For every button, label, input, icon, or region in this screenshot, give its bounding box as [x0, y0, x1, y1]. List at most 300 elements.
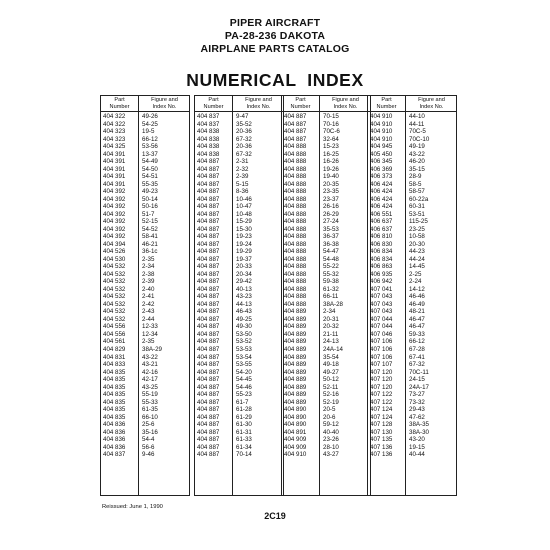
table-row — [195, 211, 283, 219]
table-row — [368, 293, 456, 301]
figure-index: 70-15 — [323, 113, 339, 120]
table-row — [195, 399, 283, 407]
part-number: 404 910 — [370, 135, 393, 143]
figure-index: 43-23 — [236, 293, 252, 301]
part-number: 404 887 — [197, 391, 220, 399]
part-number: 404 887 — [197, 323, 220, 331]
figure-index: 44-13 — [236, 300, 252, 308]
reissue-date: Reissued: June 1, 1990 — [102, 504, 163, 510]
figure-index: 44-11 — [409, 120, 425, 128]
table-row — [368, 128, 456, 136]
figure-index: 2-35 — [142, 255, 155, 263]
table-row — [368, 376, 456, 384]
figure-index: 53-54 — [236, 353, 252, 361]
part-number: 404 887 — [284, 120, 307, 128]
table-row — [368, 391, 456, 399]
part-number: 404 887 — [197, 173, 220, 181]
table-row — [282, 143, 370, 151]
table-row — [101, 226, 189, 234]
part-number: 404 887 — [197, 383, 220, 391]
part-number: 404 889 — [284, 391, 307, 399]
figure-index: 46-21 — [142, 240, 158, 248]
figure-index: 19-37 — [236, 255, 252, 263]
figure-index: 58-5 — [409, 180, 422, 188]
part-number: 407 120 — [370, 376, 393, 384]
part-number: 404 887 — [197, 398, 220, 406]
table-row — [101, 376, 189, 384]
figure-index: 67-41 — [409, 353, 425, 361]
table-row — [101, 278, 189, 286]
part-number: 404 887 — [197, 233, 220, 241]
table-row — [282, 278, 370, 286]
part-number: 404 887 — [197, 285, 220, 293]
table-row — [101, 158, 189, 166]
part-number: 407 120 — [370, 383, 393, 391]
table-row — [195, 256, 283, 264]
figure-index: 2-34 — [142, 263, 155, 271]
part-number: 404 532 — [103, 315, 126, 323]
table-row — [101, 444, 189, 452]
figure-index: 32-64 — [323, 135, 339, 143]
part-number: 406 369 — [370, 165, 393, 173]
figure-index: 67-32 — [236, 150, 252, 158]
table-row — [101, 346, 189, 354]
figure-index: 20-34 — [236, 270, 252, 278]
figure-index: 20-31 — [323, 315, 339, 323]
table-row — [101, 233, 189, 241]
part-number: 404 532 — [103, 308, 126, 316]
figure-index: 2-34 — [323, 308, 336, 316]
table-row — [195, 369, 283, 377]
part-number: 407 135 — [370, 436, 393, 444]
figure-index: 20-36 — [236, 128, 252, 136]
table-row — [101, 263, 189, 271]
figure-index: 8-36 — [236, 188, 249, 196]
figure-index: 55-35 — [142, 180, 158, 188]
table-row — [195, 346, 283, 354]
table-row — [195, 233, 283, 241]
figure-index: 70C-5 — [409, 128, 426, 136]
figure-index: 61-29 — [236, 413, 252, 421]
table-row — [368, 181, 456, 189]
table-row — [282, 354, 370, 362]
table-row — [282, 218, 370, 226]
figure-index: 44-24 — [409, 255, 425, 263]
part-number: 404 888 — [284, 173, 307, 181]
table-row — [282, 406, 370, 414]
figure-index: 53-53 — [236, 345, 252, 353]
figure-index: 58-57 — [409, 188, 425, 196]
figure-index: 2-43 — [142, 308, 155, 316]
figure-index: 52-19 — [323, 398, 339, 406]
figure-index: 36-37 — [323, 233, 339, 241]
table-row — [101, 151, 189, 159]
part-number: 404 323 — [103, 128, 126, 136]
figure-index: 52-15 — [142, 218, 158, 226]
part-number: 407 041 — [370, 285, 393, 293]
part-number: 404 887 — [197, 338, 220, 346]
table-row — [101, 143, 189, 151]
part-number: 404 887 — [197, 270, 220, 278]
table-row — [101, 166, 189, 174]
figure-index: 28-10 — [323, 443, 339, 451]
table-row — [195, 338, 283, 346]
table-row — [101, 399, 189, 407]
table-row — [101, 286, 189, 294]
table-row — [195, 286, 283, 294]
table-row — [368, 241, 456, 249]
part-number: 404 556 — [103, 323, 126, 331]
part-number: 404 887 — [197, 225, 220, 233]
table-row — [368, 218, 456, 226]
part-number: 404 887 — [197, 255, 220, 263]
figure-index: 50-12 — [323, 376, 339, 384]
part-number: 404 889 — [284, 353, 307, 361]
part-number: 404 910 — [284, 451, 307, 459]
figure-index: 2-42 — [142, 300, 155, 308]
table-row — [368, 256, 456, 264]
part-number: 404 837 — [197, 120, 220, 128]
figure-index: 16-26 — [323, 158, 339, 166]
table-row — [368, 361, 456, 369]
figure-index: 19-5 — [142, 128, 155, 136]
table-row — [101, 436, 189, 444]
figure-index: 10-58 — [409, 233, 425, 241]
figure-index: 53-56 — [142, 143, 158, 151]
table-row — [368, 331, 456, 339]
part-number: 406 424 — [370, 188, 393, 196]
table-row — [368, 369, 456, 377]
figure-index: 56-6 — [142, 443, 155, 451]
part-number: 404 889 — [284, 345, 307, 353]
figure-index: 2-44 — [142, 315, 155, 323]
table-row — [195, 173, 283, 181]
part-number: 404 833 — [103, 361, 126, 369]
table-row — [101, 211, 189, 219]
figure-index: 38A-29 — [142, 345, 162, 353]
table-row — [368, 173, 456, 181]
header-text: Number — [376, 103, 397, 110]
part-number: 407 043 — [370, 308, 393, 316]
table-row — [195, 391, 283, 399]
table-row — [195, 143, 283, 151]
figure-index: 20-32 — [323, 323, 339, 331]
table-row — [368, 421, 456, 429]
figure-index: 40-40 — [323, 428, 339, 436]
header-text: Figure and — [151, 96, 178, 103]
table-row — [282, 151, 370, 159]
part-number: 406 345 — [370, 158, 393, 166]
part-number: 404 532 — [103, 270, 126, 278]
table-row — [195, 278, 283, 286]
table-row — [101, 218, 189, 226]
figure-index: 50-14 — [142, 195, 158, 203]
table-row — [368, 301, 456, 309]
figure-index-header — [233, 96, 284, 111]
table-row — [282, 323, 370, 331]
figure-index: 66-11 — [323, 293, 339, 301]
table-row — [195, 421, 283, 429]
table-row — [368, 143, 456, 151]
figure-index: 44-10 — [409, 113, 425, 120]
figure-index: 13-37 — [142, 150, 158, 158]
part-number: 404 888 — [284, 203, 307, 211]
figure-index: 52-11 — [323, 383, 339, 391]
figure-index: 2-31 — [236, 158, 249, 166]
part-number: 407 107 — [370, 361, 393, 369]
part-number: 404 889 — [284, 330, 307, 338]
table-row — [282, 226, 370, 234]
figure-index: 29-42 — [236, 278, 252, 286]
catalog-header-model: PA-28-236 DAKOTA — [224, 30, 326, 42]
part-number: 405 450 — [370, 150, 393, 158]
part-number: 406 551 — [370, 210, 393, 218]
figure-index: 61-7 — [236, 398, 249, 406]
part-number: 407 106 — [370, 353, 393, 361]
row-list — [282, 113, 370, 459]
figure-index: 73-27 — [409, 391, 425, 399]
part-number: 404 325 — [103, 143, 126, 151]
figure-index: 58-41 — [142, 233, 158, 241]
part-number: 404 887 — [197, 353, 220, 361]
part-number: 404 831 — [103, 353, 126, 361]
part-number: 404 888 — [284, 263, 307, 271]
figure-index: 2-38 — [142, 270, 155, 278]
part-number: 407 124 — [370, 406, 393, 414]
table-row — [101, 316, 189, 324]
table-row — [368, 151, 456, 159]
part-number: 404 887 — [197, 443, 220, 451]
header-text: Index No. — [333, 103, 358, 110]
figure-index: 49-19 — [409, 143, 425, 151]
table-row — [101, 113, 189, 121]
part-number: 404 888 — [284, 285, 307, 293]
figure-index: 61-28 — [236, 406, 252, 414]
table-row — [195, 128, 283, 136]
figure-index: 43-22 — [142, 353, 158, 361]
figure-index: 9-46 — [142, 451, 155, 459]
header-text: Index No. — [419, 103, 444, 110]
table-row — [195, 361, 283, 369]
part-number: 406 637 — [370, 225, 393, 233]
part-number: 404 889 — [284, 323, 307, 331]
table-row — [368, 121, 456, 129]
figure-index: 29-43 — [409, 406, 425, 414]
catalog-header-company: PIPER AIRCRAFT — [229, 17, 321, 29]
figure-index: 35-54 — [323, 353, 339, 361]
table-row — [282, 399, 370, 407]
part-number: 404 887 — [197, 203, 220, 211]
part-number: 404 888 — [284, 158, 307, 166]
figure-index: 61-30 — [236, 421, 252, 429]
part-number: 404 887 — [197, 421, 220, 429]
figure-index: 46-49 — [409, 300, 425, 308]
table-row — [101, 338, 189, 346]
table-row — [101, 331, 189, 339]
part-number: 406 424 — [370, 180, 393, 188]
part-number: 404 835 — [103, 391, 126, 399]
part-number: 407 106 — [370, 338, 393, 346]
figure-index: 73-32 — [409, 398, 425, 406]
figure-index: 44-23 — [409, 248, 425, 256]
figure-index: 2-40 — [142, 285, 155, 293]
figure-index: 35-15 — [409, 165, 425, 173]
table-row — [195, 181, 283, 189]
figure-index: 60-22a — [409, 195, 429, 203]
row-list — [101, 113, 189, 459]
table-row — [368, 136, 456, 144]
table-row — [368, 158, 456, 166]
figure-index: 2-32 — [236, 165, 249, 173]
part-number-header — [195, 96, 233, 111]
header-text: Figure and — [418, 96, 445, 103]
table-row — [282, 271, 370, 279]
part-number: 404 838 — [197, 143, 220, 151]
part-number: 404 392 — [103, 210, 126, 218]
part-number: 404 838 — [197, 150, 220, 158]
figure-index: 54-52 — [142, 225, 158, 233]
part-number: 404 888 — [284, 225, 307, 233]
part-number: 406 942 — [370, 278, 393, 286]
part-number: 404 887 — [197, 315, 220, 323]
figure-index: 5-15 — [236, 180, 249, 188]
table-row — [101, 203, 189, 211]
page-number: 2C19 — [264, 511, 286, 521]
part-number: 404 392 — [103, 225, 126, 233]
figure-index: 12-34 — [142, 330, 158, 338]
header-text: Index No. — [152, 103, 177, 110]
table-row — [368, 346, 456, 354]
figure-index: 61-34 — [236, 443, 252, 451]
part-number: 404 392 — [103, 203, 126, 211]
table-row — [368, 451, 456, 459]
part-number: 404 532 — [103, 278, 126, 286]
part-number: 404 888 — [284, 195, 307, 203]
part-number: 404 561 — [103, 338, 126, 346]
catalog-header-title: AIRPLANE PARTS CATALOG — [200, 43, 350, 55]
figure-index: 24A-17 — [409, 383, 429, 391]
figure-index: 43-21 — [142, 361, 158, 369]
part-number: 404 888 — [284, 270, 307, 278]
part-number: 404 556 — [103, 330, 126, 338]
table-row — [282, 241, 370, 249]
index-column-4 — [367, 95, 457, 496]
part-number: 404 888 — [284, 180, 307, 188]
figure-index-header — [320, 96, 371, 111]
table-row — [101, 369, 189, 377]
part-number: 404 836 — [103, 421, 126, 429]
table-row — [195, 121, 283, 129]
table-row — [101, 196, 189, 204]
figure-index: 36-1c — [142, 248, 158, 256]
table-row — [282, 429, 370, 437]
figure-index: 16-25 — [323, 150, 339, 158]
figure-index: 24-15 — [409, 376, 425, 384]
figure-index: 54-46 — [236, 383, 252, 391]
part-number-header — [101, 96, 139, 111]
figure-index: 48-21 — [409, 308, 425, 316]
table-row — [368, 354, 456, 362]
figure-index: 10-47 — [236, 203, 252, 211]
table-row — [195, 316, 283, 324]
part-number: 407 122 — [370, 391, 393, 399]
table-row — [368, 406, 456, 414]
table-row — [368, 226, 456, 234]
figure-index: 115-25 — [409, 218, 428, 226]
part-number: 404 532 — [103, 263, 126, 271]
part-number: 404 887 — [284, 128, 307, 136]
table-row — [368, 233, 456, 241]
table-row — [368, 414, 456, 422]
part-number: 404 323 — [103, 135, 126, 143]
table-row — [101, 271, 189, 279]
part-number: 404 891 — [284, 428, 307, 436]
figure-index: 20-6 — [323, 413, 336, 421]
table-row — [282, 376, 370, 384]
part-number: 404 909 — [284, 443, 307, 451]
figure-index: 61-31 — [236, 428, 252, 436]
figure-index: 67-32 — [236, 135, 252, 143]
table-row — [101, 451, 189, 459]
part-number: 404 392 — [103, 233, 126, 241]
part-number: 404 887 — [197, 308, 220, 316]
table-row — [195, 376, 283, 384]
figure-index: 24A-14 — [323, 345, 343, 353]
table-row — [101, 354, 189, 362]
table-row — [195, 436, 283, 444]
figure-index: 19-15 — [409, 443, 425, 451]
figure-index: 12-33 — [142, 323, 158, 331]
part-number: 404 887 — [197, 188, 220, 196]
table-row — [101, 173, 189, 181]
table-row — [282, 301, 370, 309]
figure-index: 53-50 — [236, 330, 252, 338]
table-row — [368, 271, 456, 279]
part-number: 406 935 — [370, 270, 393, 278]
figure-index: 66-10 — [142, 413, 158, 421]
table-row — [282, 113, 370, 121]
table-row — [195, 406, 283, 414]
part-number: 404 887 — [197, 413, 220, 421]
table-row — [195, 263, 283, 271]
part-number: 404 887 — [197, 428, 220, 436]
part-number: 404 887 — [197, 158, 220, 166]
figure-index: 67-28 — [409, 345, 425, 353]
table-row — [282, 384, 370, 392]
table-row — [368, 384, 456, 392]
part-number: 404 889 — [284, 315, 307, 323]
index-column-1 — [100, 95, 190, 496]
header-text: Figure and — [332, 96, 359, 103]
part-number: 404 888 — [284, 233, 307, 241]
header-text: Part — [208, 96, 219, 103]
figure-index: 70C-6 — [323, 128, 340, 136]
table-row — [282, 391, 370, 399]
part-number: 404 888 — [284, 188, 307, 196]
part-number: 404 887 — [197, 278, 220, 286]
table-row — [282, 203, 370, 211]
header-text: Part — [114, 96, 125, 103]
figure-index: 2-25 — [409, 270, 422, 278]
figure-index: 19-23 — [236, 233, 252, 241]
table-row — [101, 391, 189, 399]
table-row — [368, 263, 456, 271]
figure-index: 55-33 — [142, 398, 158, 406]
figure-index: 19-26 — [323, 165, 339, 173]
figure-index: 35-52 — [236, 120, 252, 128]
table-row — [282, 196, 370, 204]
table-row — [101, 429, 189, 437]
